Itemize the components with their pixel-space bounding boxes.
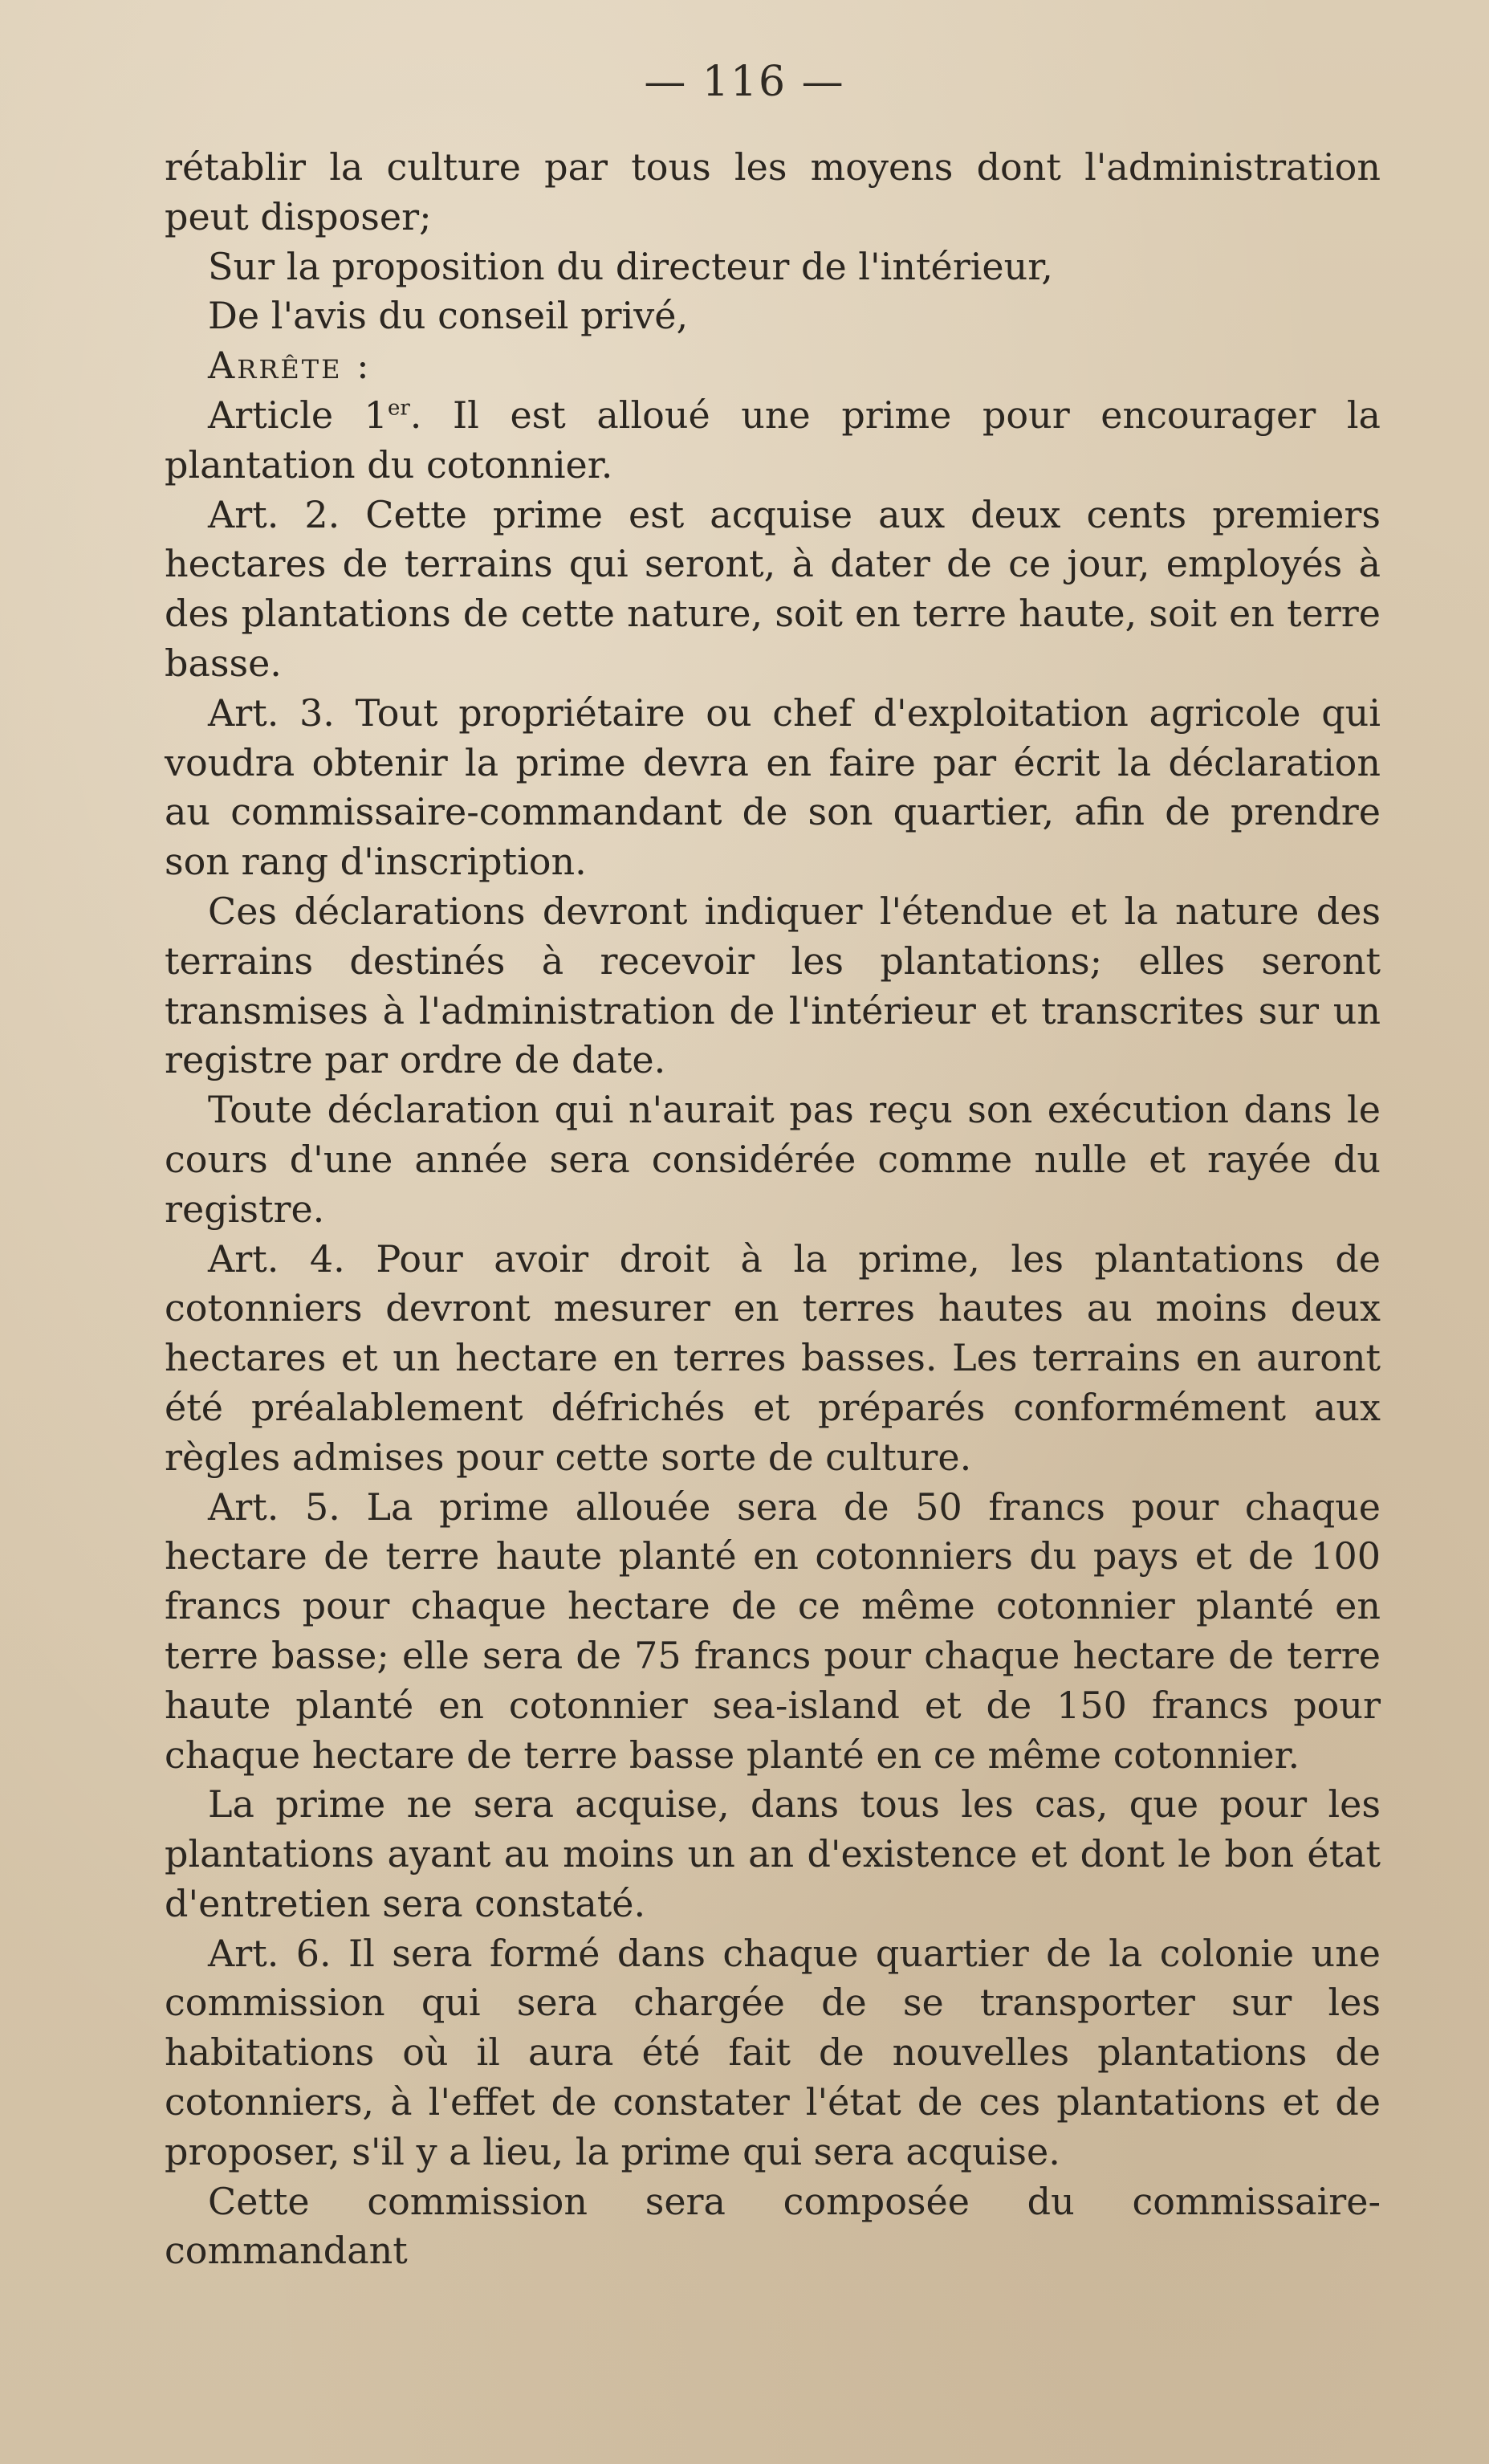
paragraph-avis: De l'avis du conseil privé, [208, 294, 689, 338]
paragraph-article-3: Art. 3. Tout propriétaire ou chef d'exploitation agricole qui voudra obtenir la prime devra en faire par écrit la déclaration au commissaire-commandant de son quartier, afin de prendre son rang d'inscription. [165, 690, 1381, 884]
paragraph-continuation: rétablir la culture par tous les moyens dont l'administration peut disposer; [165, 145, 1381, 238]
paragraph-toute-declaration: Toute déclaration qui n'aurait pas reçu son exécution dans le cours d'une année sera considérée comme nulle et rayée du registre. [165, 1088, 1381, 1231]
paragraph-prime-acquise: La prime ne sera acquise, dans tous les cas, que pour les plantations ayant au moins un an d'existence et dont le bon état d'entretien sera constaté. [165, 1782, 1381, 1925]
paragraph-commission: Cette commission sera composée du commissaire-commandant [165, 2179, 1381, 2273]
paragraph-article-6: Art. 6. Il sera formé dans chaque quartier de la colonie une commission qui sera chargée de se transporter sur les habitations où il aura été fait de nouvelles plantations de cotonniers, à l'effet de constater l'état de ces plantations et de proposer, s'il y a lieu, la prime qui sera acquise. [165, 1931, 1381, 2173]
paragraph-proposition: Sur la proposition du directeur de l'intérieur, [208, 244, 1053, 288]
heading-arrete: Arrête : [208, 344, 372, 388]
paragraph-article-4: Art. 4. Pour avoir droit à la prime, les plantations de cotonniers devront mesurer en terres hautes au moins deux hectares et un hectare en terres basses. Les terrains en auront été préalablement défrichés et préparés conformément aux règles admises pour cette sorte de culture. [165, 1236, 1381, 1479]
paragraph-article-5: Art. 5. La prime allouée sera de 50 francs pour chaque hectare de terre haute planté en cotonniers du pays et de 100 francs pour chaque hectare de ce même cotonnier planté en terre basse; elle sera de 75 francs pour chaque hectare de terre haute planté en cotonnier sea-island et de 150 francs pour chaque hectare de terre basse planté en ce même cotonnier. [165, 1485, 1381, 1777]
article-1-label: Article 1 [208, 393, 388, 437]
document-body [165, 143, 1381, 2276]
article-1-superscript: er [387, 396, 410, 421]
paragraph-declarations: Ces déclarations devront indiquer l'étendue et la nature des terrains destinés à recevoir les plantations; elles seront transmises à l'administration de l'intérieur et transcrites sur un registre par ordre de date. [165, 889, 1381, 1082]
paragraph-article-1 [165, 391, 1381, 491]
paragraph-article-2: Art. 2. Cette prime est acquise aux deux cents premiers hectares de terrains qui seront, à dater de ce jour, employés à des plantations de cette nature, soit en terre haute, soit en terre basse. [165, 492, 1381, 685]
page-number: — 116 — [644, 58, 845, 106]
article-1-text: . Il est alloué une prime pour encourager la plantation du cotonnier. [165, 393, 1381, 487]
